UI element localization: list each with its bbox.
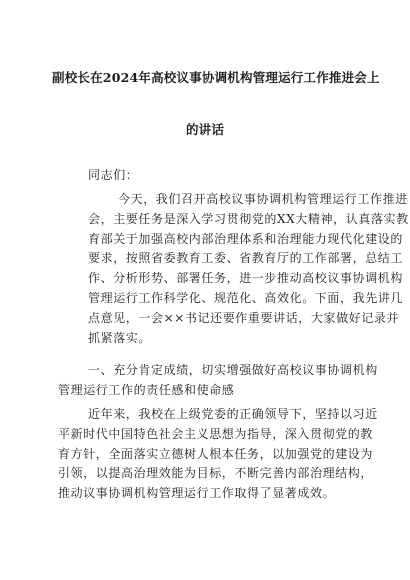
paragraph-1 xyxy=(58,190,409,348)
paragraph-1-line: 要求，按照省委教育工委、省教育厅的工作部署，总结工 xyxy=(88,251,404,266)
greeting: 同志们： xyxy=(88,168,139,182)
paragraph-1-line: 会，主要任务是深入学习贯彻党的XX大精神，认真落实教 xyxy=(88,211,409,226)
paragraph-2 xyxy=(58,405,378,504)
paragraph-1-line: 抓紧落实。 xyxy=(88,330,152,345)
paragraph-1-line: 今天，我们召开高校议事协调机构管理运行工作推进 xyxy=(118,192,408,206)
section-heading-1 xyxy=(58,361,378,401)
section-heading-line: 一、充分肯定成绩，切实增强做好高校议事协调机构 xyxy=(88,363,378,377)
paragraph-2-line: 平新时代中国特色社会主义思想为指导，深入贯彻党的教 xyxy=(58,426,374,441)
paragraph-1-line: 点意见，一会××书记还要作重要讲话，大家做好记录并 xyxy=(88,310,400,325)
document-title-line-1: 副校长在2024年高校议事协调机构管理运行工作推进会上 xyxy=(52,70,380,85)
paragraph-2-line: 引领，以提高治理效能为目标，不断完善内部治理结构， xyxy=(58,466,374,481)
paragraph-1-line: 管理运行工作科学化、规范化、高效化。下面，我先讲几 xyxy=(88,290,404,305)
paragraph-2-line: 近年来，我校在上级党委的正确领导下，坚持以习近 xyxy=(88,407,378,421)
paragraph-2-line: 育方针，全面落实立德树人根本任务，以加强党的建设为 xyxy=(58,446,374,461)
paragraph-1-line: 作、分析形势、部署任务，进一步推动高校议事协调机构 xyxy=(88,271,404,286)
document-title-line-2: 的讲话 xyxy=(185,122,225,137)
section-heading-line: 管理运行工作的责任感和使命感 xyxy=(58,382,235,397)
paragraph-1-line: 育部关于加强高校内部治理体系和治理能力现代化建设的 xyxy=(88,231,404,246)
paragraph-2-line: 推动议事协调机构管理运行工作取得了显著成效。 xyxy=(58,486,336,501)
